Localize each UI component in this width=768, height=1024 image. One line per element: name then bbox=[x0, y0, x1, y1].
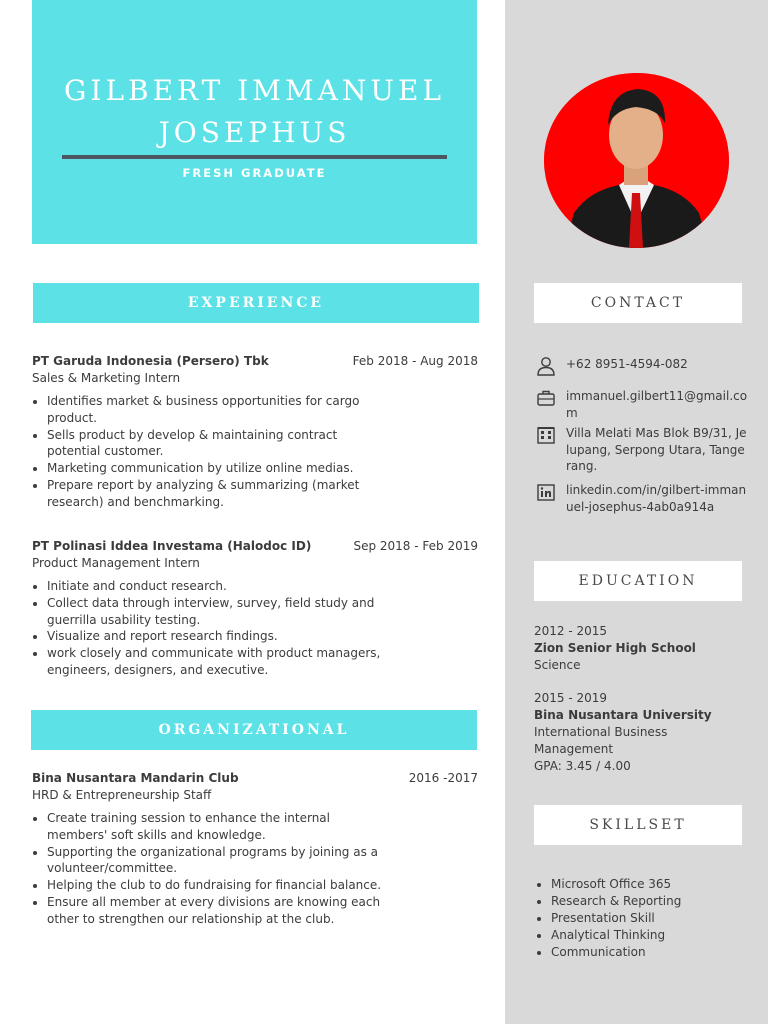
skills-list bbox=[534, 876, 761, 961]
linkedin-url[interactable]: linkedin.com/in/gilbert-immanuel-josephus-4ab0a914a bbox=[566, 483, 747, 514]
experience-entry bbox=[32, 353, 478, 511]
education-years: 2015 - 2019 bbox=[534, 691, 608, 705]
job-role: Product Management Intern bbox=[32, 556, 200, 570]
list-item: • Prepare report by analyzing & summarizing (market research) and benchmarking. bbox=[47, 477, 392, 511]
organizational-heading: ORGANIZATIONAL bbox=[31, 710, 477, 750]
email-address[interactable]: immanuel.gilbert11@gmail.com bbox=[566, 389, 748, 420]
name-divider bbox=[62, 155, 447, 159]
candidate-title: FRESH GRADUATE bbox=[182, 166, 327, 180]
user-icon bbox=[536, 356, 556, 376]
gpa: GPA: 3.45 / 4.00 bbox=[534, 759, 631, 773]
candidate-name: GILBERT IMMANUEL JOSEPHUS bbox=[64, 74, 445, 149]
list-item: • Ensure all member at every divisions are knowing each other to strengthen our relationship at the club. bbox=[47, 894, 392, 928]
header-banner bbox=[32, 0, 477, 244]
postal-address: Villa Melati Mas Blok B9/31, Jelupang, Serpong Utara, Tangerang. bbox=[566, 426, 747, 473]
responsibilities-list bbox=[32, 578, 392, 679]
company-name: PT Garuda Indonesia (Persero) Tbk bbox=[32, 354, 269, 368]
list-item: • Sells product by develop & maintaining contract potential customer. bbox=[47, 427, 392, 461]
education-entry bbox=[534, 623, 744, 674]
list-item: • Helping the club to do fundraising for financial balance. bbox=[47, 877, 392, 894]
organization-name: Bina Nusantara Mandarin Club bbox=[32, 771, 239, 785]
briefcase-icon bbox=[536, 388, 556, 408]
list-item: • Collect data through interview, survey, field study and guerrilla usability testing. bbox=[47, 595, 392, 629]
skillset-heading: SKILLSET bbox=[534, 805, 742, 845]
phone-number: +62 8951-4594-082 bbox=[566, 357, 688, 371]
list-item: • Analytical Thinking bbox=[551, 927, 761, 944]
experience-entry bbox=[32, 538, 478, 679]
linkedin-icon bbox=[536, 482, 556, 502]
employment-dates: Feb 2018 - Aug 2018 bbox=[352, 354, 478, 368]
study-field: International Business Management bbox=[534, 725, 668, 756]
contact-heading: CONTACT bbox=[534, 283, 742, 323]
list-item: • Presentation Skill bbox=[551, 910, 761, 927]
list-item: • Research & Reporting bbox=[551, 893, 761, 910]
list-item: • Initiate and conduct research. bbox=[47, 578, 392, 595]
list-item: • Supporting the organizational programs by joining as a volunteer/committee. bbox=[47, 844, 392, 878]
school-name: Zion Senior High School bbox=[534, 641, 696, 655]
education-years: 2012 - 2015 bbox=[534, 624, 608, 638]
list-item: • Create training session to enhance the internal members' soft skills and knowledge. bbox=[47, 810, 392, 844]
responsibilities-list bbox=[32, 393, 392, 511]
experience-heading: EXPERIENCE bbox=[33, 283, 479, 323]
list-item: • Communication bbox=[551, 944, 761, 961]
responsibilities-list bbox=[32, 810, 392, 928]
organization-role: HRD & Entrepreneurship Staff bbox=[32, 788, 212, 802]
list-item: • Identifies market & business opportunities for cargo product. bbox=[47, 393, 392, 427]
education-entry bbox=[534, 690, 744, 775]
education-heading: EDUCATION bbox=[534, 561, 742, 601]
company-name: PT Polinasi Iddea Investama (Halodoc ID) bbox=[32, 539, 312, 553]
person-portrait-icon bbox=[544, 73, 729, 248]
job-role: Sales & Marketing Intern bbox=[32, 371, 181, 385]
organizational-entry bbox=[32, 770, 478, 928]
list-item: • Visualize and report research findings. bbox=[47, 628, 392, 645]
list-item: • work closely and communicate with product managers, engineers, designers, and executive. bbox=[47, 645, 392, 679]
list-item: • Marketing communication by utilize online medias. bbox=[47, 460, 392, 477]
profile-photo bbox=[544, 73, 729, 248]
employment-dates: Sep 2018 - Feb 2019 bbox=[353, 539, 478, 553]
school-name: Bina Nusantara University bbox=[534, 708, 712, 722]
study-field: Science bbox=[534, 658, 581, 672]
membership-dates: 2016 -2017 bbox=[408, 771, 478, 785]
list-item: • Microsoft Office 365 bbox=[551, 876, 761, 893]
building-icon bbox=[536, 425, 556, 445]
